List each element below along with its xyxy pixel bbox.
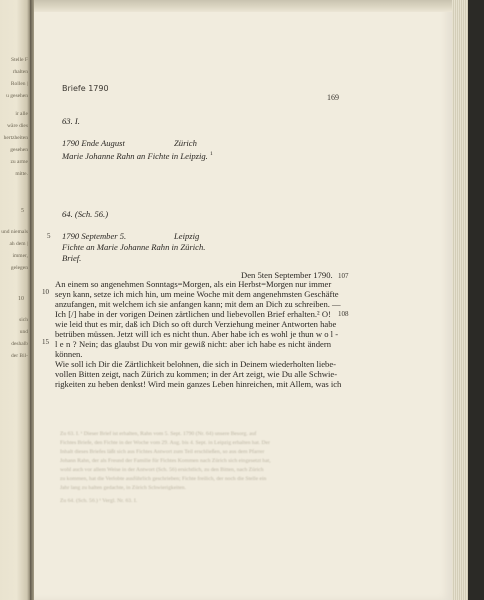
facing-page-text: immer, — [12, 253, 28, 259]
facing-page-text: und niemals — [1, 229, 28, 235]
margin-reference: 107 — [338, 272, 349, 280]
body-line: Wie soll ich Dir die Zärtlichkeit belohnen, die sich in Deinem wiederholten liebe- — [55, 359, 337, 369]
letter-64-date: 1790 September 5. — [62, 231, 127, 241]
facing-page-text: hertzheiten — [3, 135, 28, 141]
body-line: seyn kann, setze ich mich hin, um meine Woche mit dem angenehmsten Geschäfte — [55, 289, 339, 299]
facing-page-text: Rollen | — [10, 81, 28, 87]
facing-page-text: u gesehen — [6, 93, 28, 99]
body-line: vollen Bitten zeigt, nach Zürich zu kommen; in der Art zeigt, wie Du alle Schwie- — [55, 369, 338, 379]
body-line: anzufangen, mit welchem ich sie anfangen kann; mit dem an Dich zu schreiben. — — [55, 299, 341, 309]
show-through-footnote: zu kommen, hat die Verlobte ausführlich geschrieben; Fichte freilich, der noch die Stelle ein — [60, 476, 267, 482]
body-line: betrüben müssen. Jetzt will ich es nicht thun. Aber habe ich es wohl je thun w o l - — [55, 329, 339, 339]
facing-page-text: rhalten — [12, 69, 28, 75]
running-head: Briefe 1790 — [62, 84, 109, 93]
body-line: Ich [/] habe in der vorigen Deinen zärtlichen und liebevollen Brief erhalten.² O! — [55, 309, 331, 319]
facing-page — [0, 0, 30, 600]
page-number: 169 — [327, 93, 339, 102]
show-through-footnote: Johann Rahn, der als Freund der Familie für Fichtes Kommen nach Zürich sich eingesetzt hat, — [60, 458, 271, 464]
footnote-mark: 1 — [210, 151, 213, 157]
facing-page-line-number: 10 — [18, 296, 24, 302]
letter-64-parties: Fichte an Marie Johanne Rahn in Zürich. — [62, 242, 206, 252]
letter-64-number: 64. (Sch. 56.) — [62, 209, 109, 219]
facing-page-text: ir alle — [15, 111, 28, 117]
background-cloth — [468, 0, 484, 600]
facing-page-text: ah dem | — [9, 241, 28, 247]
show-through-footnote: Fichtes Briefe, den Fichte in der Woche vom 29. Aug. bis 4. Sept. in Leipzig erhalten hat. Der — [60, 440, 270, 446]
margin-reference: 108 — [338, 310, 349, 318]
show-through-footnote: Inhalt dieses Briefes läßt sich aus Fichtes Antwort zum Teil erschließen, so aus dem Pfarrer — [60, 449, 265, 455]
letter-64-place: Leipzig — [174, 231, 200, 241]
letter-63-number: 63. I. — [62, 116, 80, 126]
facing-page-text: mitte. — [15, 171, 28, 177]
line-number: 5 — [47, 232, 51, 240]
facing-page-text: wäre dies — [7, 123, 28, 129]
letter-64-kind: Brief. — [62, 253, 82, 263]
facing-page-text: Stelle F — [11, 57, 28, 63]
letter-63-parties: Marie Johanne Rahn an Fichte in Leipzig. — [62, 150, 208, 161]
facing-page-text: gelegen — [10, 265, 28, 271]
show-through-footnote: Zu 63. I. ¹ Dieser Brief ist erhalten, Rahn vom 5. Sept. 1790 (Nr. 64) unsere Besorg. auf — [60, 431, 257, 437]
facing-page-text: und — [19, 329, 28, 335]
letter-63-date: 1790 Ende August — [62, 138, 125, 148]
page-edges — [452, 0, 468, 600]
body-line: können. — [55, 349, 83, 359]
line-number: 10 — [42, 288, 49, 296]
line-number: 15 — [42, 338, 49, 346]
letter-dateline: Den 5ten September 1790. — [241, 270, 333, 280]
facing-page-text: sich — [19, 317, 28, 323]
facing-page-text: gesehen — [10, 147, 28, 153]
facing-page-text: der Bil- — [11, 353, 28, 359]
letter-63-parties-line — [62, 149, 213, 161]
body-line: wie leid thut es mir, daß ich Dich so oft durch Verziehung meiner Antworten habe — [55, 319, 337, 329]
facing-page-text: zu arme — [10, 159, 28, 165]
body-line: l e n ? Nein; das glaubst Du von mir gewiß nicht: aber ich habe es nicht ändern — [55, 339, 331, 349]
facing-page-text: deshalb — [11, 341, 28, 347]
facing-page-line-number: 5 — [21, 208, 24, 214]
show-through-footnote: Jahr lang zu halten gedachte, in Zürich Schwierigkeiten. — [60, 485, 186, 491]
letter-63-place: Zürich — [174, 138, 197, 148]
show-through-footnote: Zu 64. (Sch. 56.) ¹ Vergl. Nr. 63. I. — [60, 498, 138, 504]
body-line: An einem so angenehmen Sonntags=Morgen, als ein Herbst=Morgen nur immer — [55, 279, 332, 289]
top-shadow — [34, 0, 468, 12]
body-line: rigkeiten zu heben denkst! Wird mein ganzes Leben hinreichen, mit Allem, was ich — [55, 379, 342, 389]
show-through-footnote: wohl auch vor allem Weise in der Antwort (Sch. 56) ersichtlich, zu den Bitten, nach Zürich — [60, 467, 264, 473]
